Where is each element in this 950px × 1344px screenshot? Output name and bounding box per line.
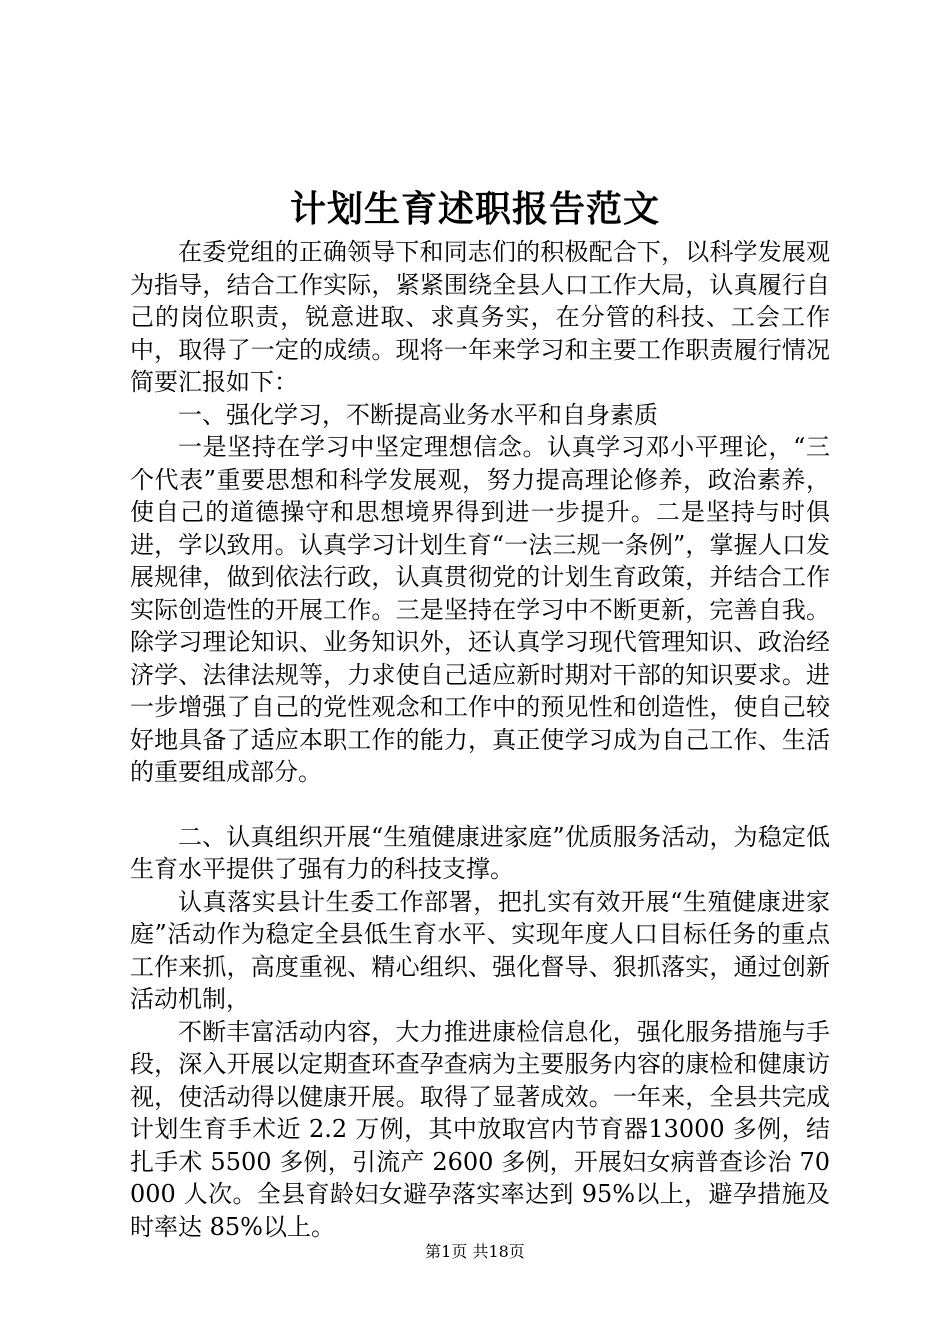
paragraph-implementation: 认真落实县计生委工作部署，把扎实有效开展“生殖健康进家庭”活动作为稳定全县低生育水平、实现年度人口目标任务的重点工作来抓，高度重视、精心组织、强化督导、狠抓落实，通过创新活动机制， [130,887,830,1013]
page-footer: 第1页 共18页 [425,1242,525,1261]
paragraph-intro: 在委党组的正确领导下和同志们的积极配合下，以科学发展观为指导，结合工作实际，紧紧围绕全县人口工作大局，认真履行自己的岗位职责，锐意进取、求真务实，在分管的科技、工会工作中，取得了一定的成绩。现将一年来学习和主要工作职责履行情况简要汇报如下： [130,238,830,396]
paragraph-study: 一是坚持在学习中坚定理想信念。认真学习邓小平理论，“三个代表”重要思想和科学发展观，努力提高理论修养，政治素养，使自己的道德操守和思想境界得到进一步提升。二是坚持与时俱进，学以致用。认真学习计划生育“一法三规一条例”，掌握人口发展规律，做到依法行政，认真贯彻党的计划生育政策，并结合工作实际创造性的开展工作。三是坚持在学习中不断更新，完善自我。除学习理论知识、业务知识外，还认真学习现代管理知识、政治经济学、法律法规等，力求使自己适应新时期对干部的知识要求。进一步增强了自己的党性观念和工作中的预见性和创造性，使自己较好地具备了适应本职工作的能力，真正使学习成为自己工作、生活的重要组成部分。 [130,433,830,786]
document-title: 计划生育述职报告范文 [289,188,660,230]
document-body [130,236,830,1243]
section-heading-1: 一、强化学习，不断提高业务水平和自身素质 [178,400,658,429]
section-heading-2: 二、认真组织开展“生殖健康进家庭”优质服务活动，为稳定低生育水平提供了强有力的科技支撑。 [130,822,830,883]
paragraph-results: 不断丰富活动内容，大力推进康检信息化，强化服务措施与手段，深入开展以定期查环查孕查病为主要服务内容的康检和健康访视，使活动得以健康开展。取得了显著成效。一年来，全县共完成计划生育手术近 2.2 万例，其中放取宫内节育器13000 多例，结扎手术 5500 多例，引流产 2600 多例，开展妇女病普查诊治 70000 人次。全县育龄妇女避孕落实率达到 95%以上，避孕措施及时率达 85%以上。 [130,1017,830,1241]
